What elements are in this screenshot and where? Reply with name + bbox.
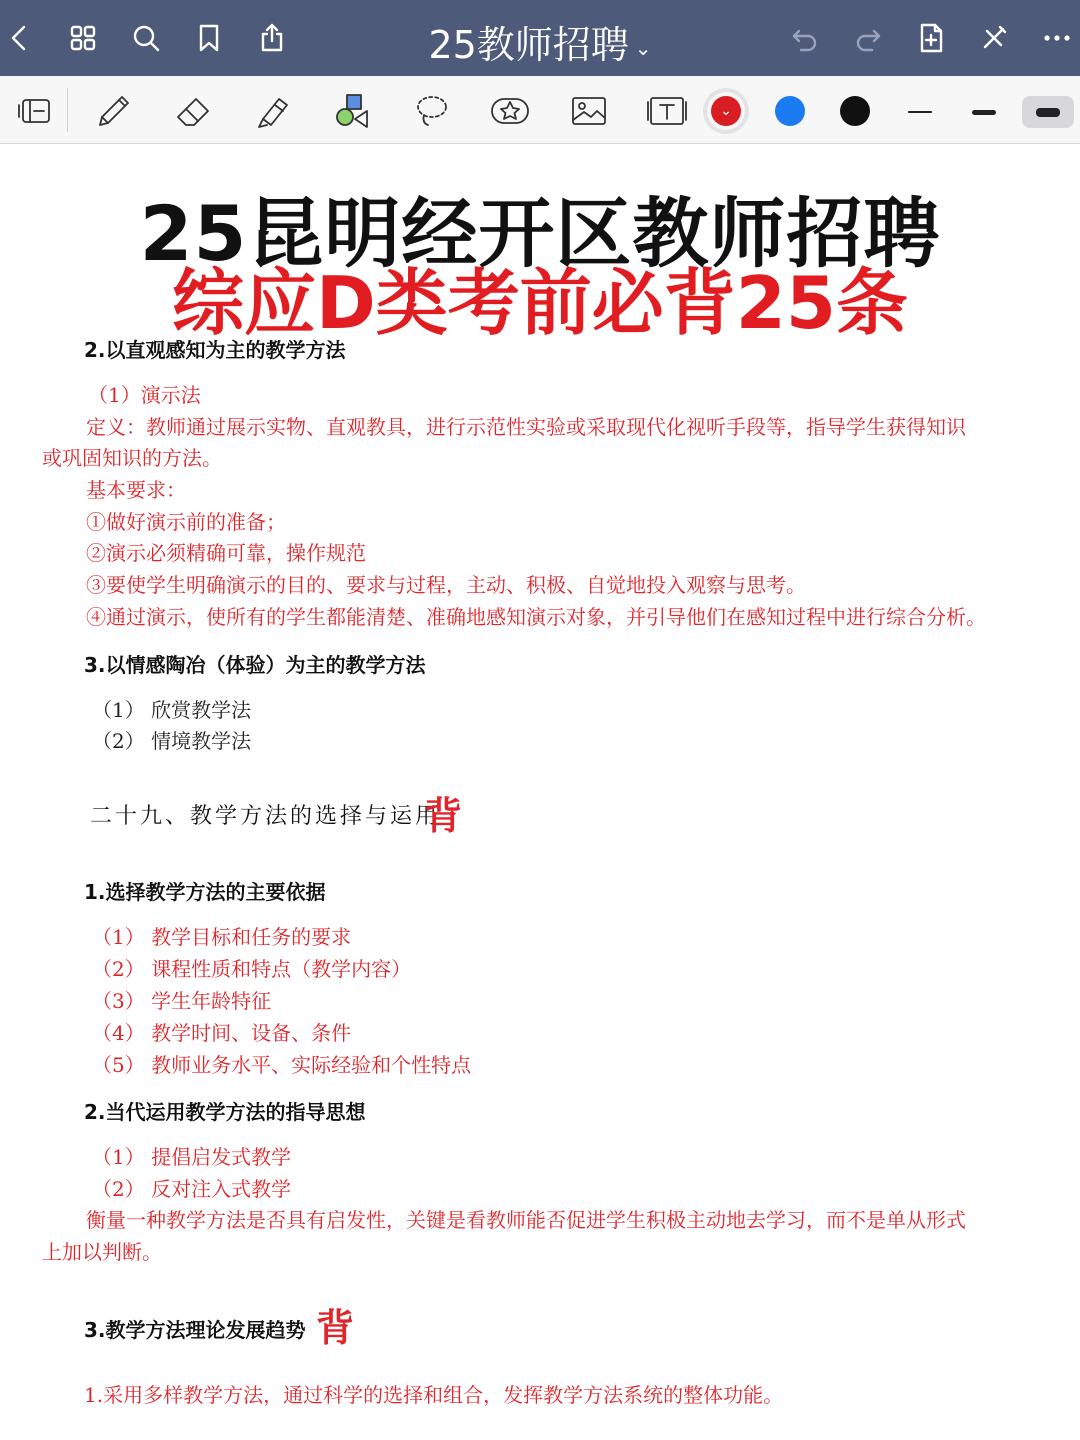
section-heading: 2.当代运用教学方法的指导思想 — [84, 1100, 366, 1124]
list-item: 1.采用多样教学方法，通过科学的选择和组合，发挥教学方法系统的整体功能。 — [84, 1383, 784, 1407]
color-swatch-red[interactable] — [711, 96, 741, 126]
close-tools-icon[interactable] — [976, 20, 1012, 56]
list-item: （1） 欣赏教学法 — [92, 698, 252, 722]
document-page[interactable] — [0, 145, 1080, 1440]
add-page-icon[interactable] — [913, 20, 949, 56]
list-item: （1）演示法 — [88, 383, 201, 407]
section-heading: 1.选择教学方法的主要依据 — [84, 880, 326, 904]
redo-icon[interactable] — [850, 20, 886, 56]
chapter-heading: 二十九、教学方法的选择与运用 — [90, 804, 441, 829]
section-heading: 3.以情感陶冶（体验）为主的教学方法 — [84, 653, 426, 677]
chevron-down-icon: ⌄ — [720, 103, 732, 119]
image-icon[interactable] — [566, 88, 612, 134]
stroke-medium-option[interactable] — [958, 96, 1010, 128]
shapes-icon[interactable] — [330, 88, 376, 134]
text-box-icon[interactable] — [644, 88, 690, 134]
paragraph-line: 衡量一种教学方法是否具有启发性，关键是看教师能否促进学生积极主动地去学习，而不是单从形式 — [86, 1208, 966, 1232]
section-heading: 3.教学方法理论发展趋势 — [84, 1318, 306, 1342]
paragraph-line: 上加以判断。 — [42, 1240, 162, 1264]
paragraph-line: 定义：教师通过展示实物、直观教具，进行示范性实验或采取现代化视听手段等，指导学生获得知识 — [86, 415, 966, 439]
color-swatch-blue[interactable] — [775, 96, 805, 126]
stroke-thin-option[interactable] — [894, 96, 946, 128]
memorize-mark: 背 — [316, 1306, 355, 1350]
pen-icon[interactable] — [91, 88, 137, 134]
page-layout-icon[interactable] — [12, 88, 58, 134]
list-item: （2） 课程性质和特点（教学内容） — [92, 957, 412, 981]
list-item: （2） 反对注入式教学 — [92, 1177, 292, 1201]
drawing-toolbar — [0, 76, 1080, 144]
list-item: （1） 教学目标和任务的要求 — [92, 925, 352, 949]
sticker-icon[interactable] — [487, 88, 533, 134]
memorize-mark: 背 — [424, 794, 463, 838]
list-item: （4） 教学时间、设备、条件 — [92, 1021, 352, 1045]
color-swatch-black[interactable] — [840, 96, 870, 126]
undo-icon[interactable] — [787, 20, 823, 56]
stroke-thick-option[interactable] — [1022, 96, 1074, 128]
list-item: ①做好演示前的准备； — [86, 510, 286, 534]
list-item: （1） 提倡启发式教学 — [92, 1145, 292, 1169]
page-subtitle: 综应D类考前必背25条 — [172, 261, 908, 345]
list-item: （3） 学生年龄特征 — [92, 989, 272, 1013]
list-item: （5） 教师业务水平、实际经验和个性特点 — [92, 1053, 472, 1077]
list-item: ②演示必须精确可靠，操作规范 — [86, 541, 366, 565]
paragraph-line: 基本要求： — [86, 478, 186, 502]
paragraph-line: 或巩固知识的方法。 — [42, 446, 222, 470]
document-title-text: 25教师招聘 — [428, 23, 629, 67]
list-item: ③要使学生明确演示的目的、要求与过程，主动、积极、自觉地投入观察与思考。 — [86, 573, 806, 597]
eraser-icon[interactable] — [171, 88, 217, 134]
more-icon[interactable] — [1039, 20, 1075, 56]
page-title: 25昆明经开区教师招聘 — [139, 189, 941, 278]
toolbar-divider — [67, 88, 68, 132]
chevron-down-icon[interactable]: ⌄ — [634, 35, 652, 60]
top-nav-bar — [0, 0, 1080, 76]
lasso-icon[interactable] — [409, 88, 455, 134]
highlighter-icon[interactable] — [250, 88, 296, 134]
section-heading: 2.以直观感知为主的教学方法 — [84, 338, 346, 362]
list-item: （2） 情境教学法 — [92, 729, 252, 753]
list-item: ④通过演示，使所有的学生都能清楚、准确地感知演示对象，并引导他们在感知过程中进行综合分析。 — [86, 605, 986, 629]
